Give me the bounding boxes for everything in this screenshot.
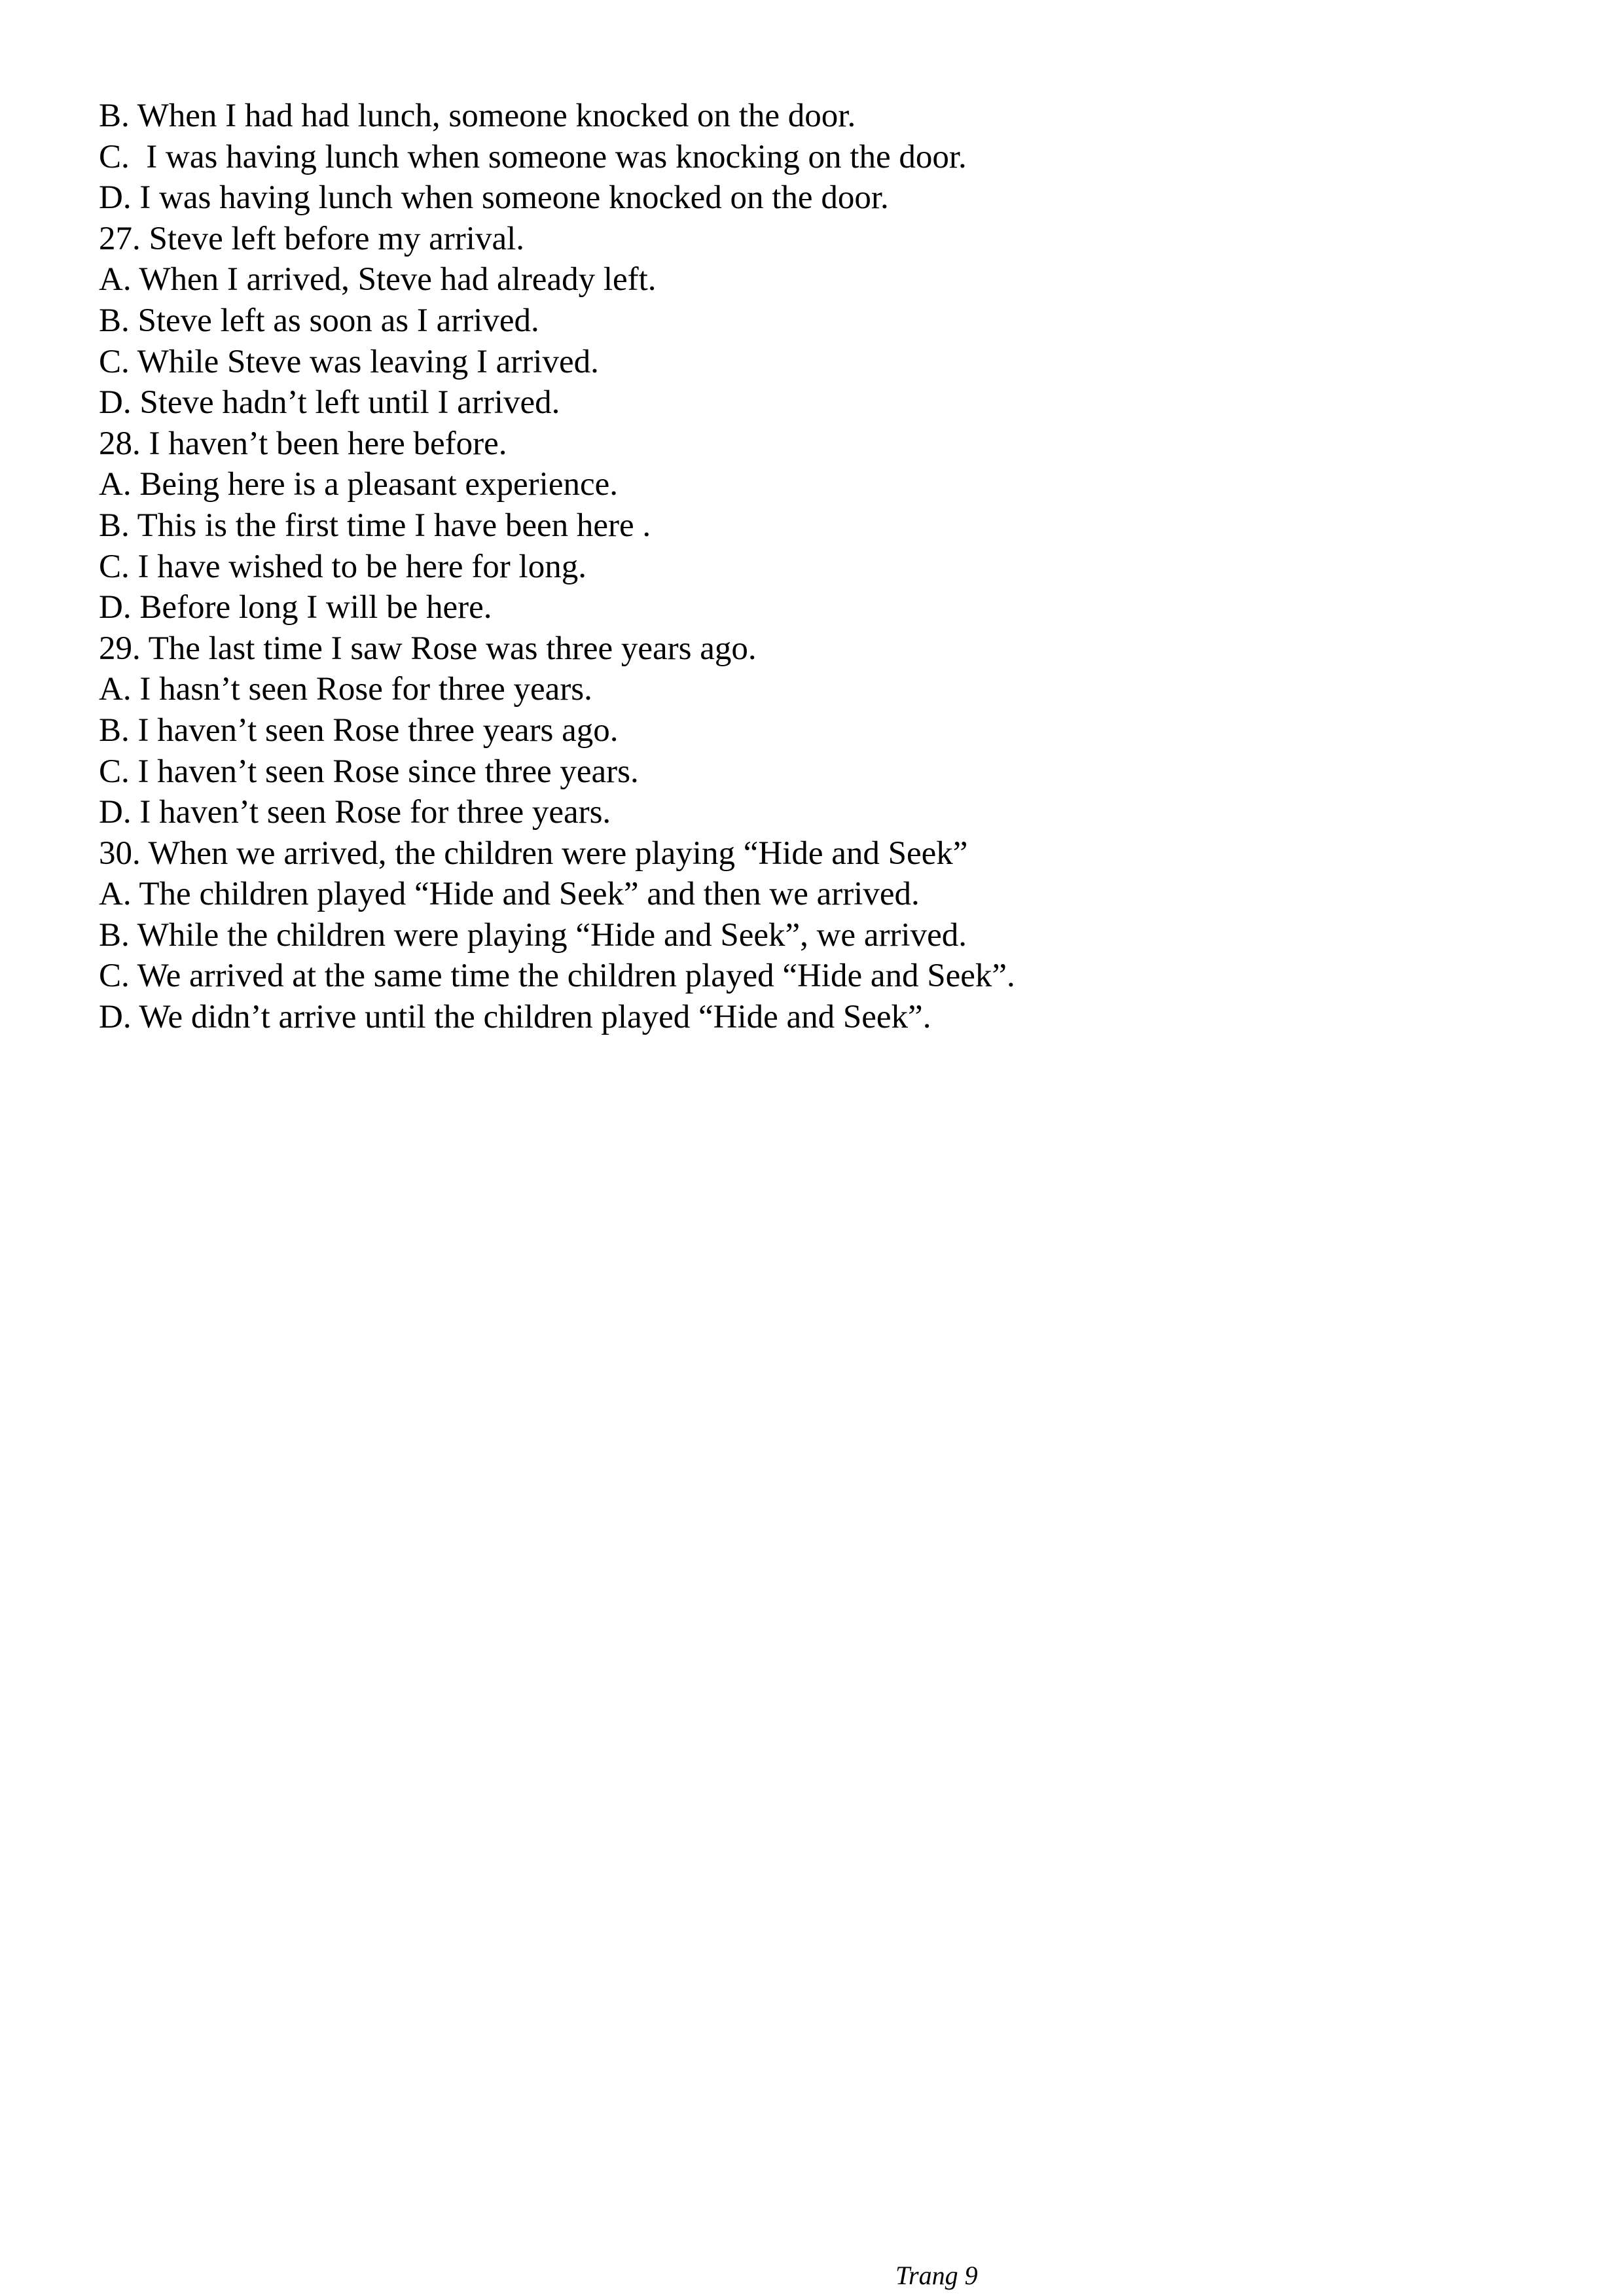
page-number-footer: Trang 9 [895,2261,978,2290]
option-line-30a: A. The children played “Hide and Seek” and then we arrived. [99,876,920,913]
option-line-27b: B. Steve left as soon as I arrived. [99,302,539,339]
option-line-26b: B. When I had had lunch, someone knocked on the door. [99,98,856,134]
option-line-30c: C. We arrived at the same time the children played “Hide and Seek”. [99,958,1015,995]
option-line-29d: D. I haven’t seen Rose for three years. [99,794,611,831]
option-line-28d: D. Before long I will be here. [99,589,492,626]
option-line-27d: D. Steve hadn’t left until I arrived. [99,384,560,422]
option-line-29b: B. I haven’t seen Rose three years ago. [99,711,619,749]
option-line-28a: A. Being here is a pleasant experience. [99,466,618,503]
option-line-27c: C. While Steve was leaving I arrived. [99,343,599,380]
question-27: 27. Steve left before my arrival. [99,220,525,257]
option-line-26d: D. I was having lunch when someone knocked on the door. [99,179,889,217]
option-line-27a: A. When I arrived, Steve had already left. [99,261,657,298]
question-29: 29. The last time I saw Rose was three years ago. [99,630,757,667]
option-line-29c: C. I haven’t seen Rose since three years. [99,753,639,790]
option-line-28b: B. This is the first time I have been here . [99,507,651,544]
question-30: 30. When we arrived, the children were playing “Hide and Seek” [99,834,968,872]
question-28: 28. I haven’t been here before. [99,425,507,462]
option-line-30d: D. We didn’t arrive until the children played “Hide and Seek”. [99,999,931,1036]
option-line-26c: C. I was having lunch when someone was knocking on the door. [99,138,967,175]
option-line-29a: A. I hasn’t seen Rose for three years. [99,671,592,708]
option-line-30b: B. While the children were playing “Hide and Seek”, we arrived. [99,916,967,954]
exercise-text [99,96,1539,1038]
option-line-28c: C. I have wished to be here for long. [99,548,586,585]
